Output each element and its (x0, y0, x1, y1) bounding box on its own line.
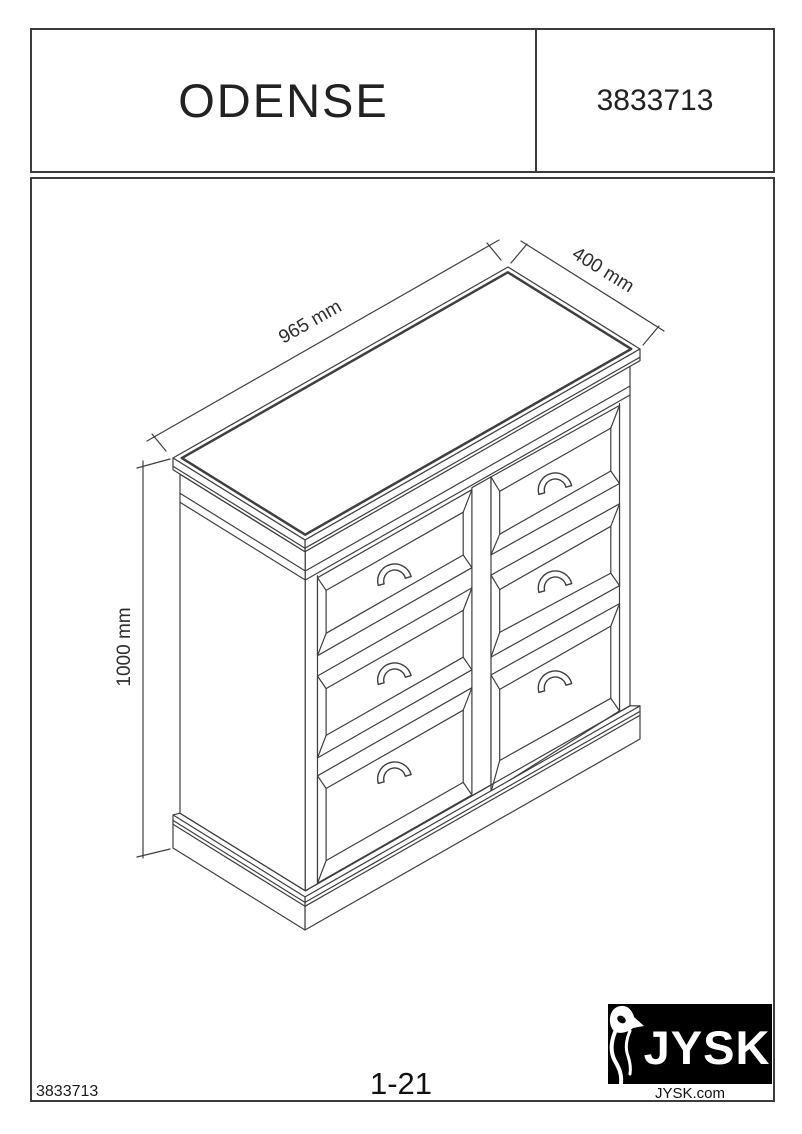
dresser-illustration (32, 179, 773, 1100)
title-cell (32, 30, 535, 171)
jysk-logo (608, 1004, 772, 1084)
footer-article-number: 3833713 (36, 1083, 99, 1100)
jysk-website: JYSK.com (654, 1085, 726, 1102)
product-title: ODENSE (178, 74, 389, 127)
jysk-logo-text: JYSK (643, 1021, 771, 1074)
page-indicator: 1-21 (369, 1066, 433, 1101)
title-block (30, 28, 775, 173)
drawing-frame (30, 177, 775, 1102)
dimension-label-width: 965 mm (275, 296, 346, 349)
dimension-label-height: 1000 mm (114, 607, 135, 687)
dimension-height (114, 459, 170, 858)
article-number-cell (535, 30, 773, 171)
jysk-bird-icon (610, 1006, 644, 1083)
header-article-number: 3833713 (596, 83, 714, 117)
dimension-label-depth: 400 mm (568, 243, 638, 298)
